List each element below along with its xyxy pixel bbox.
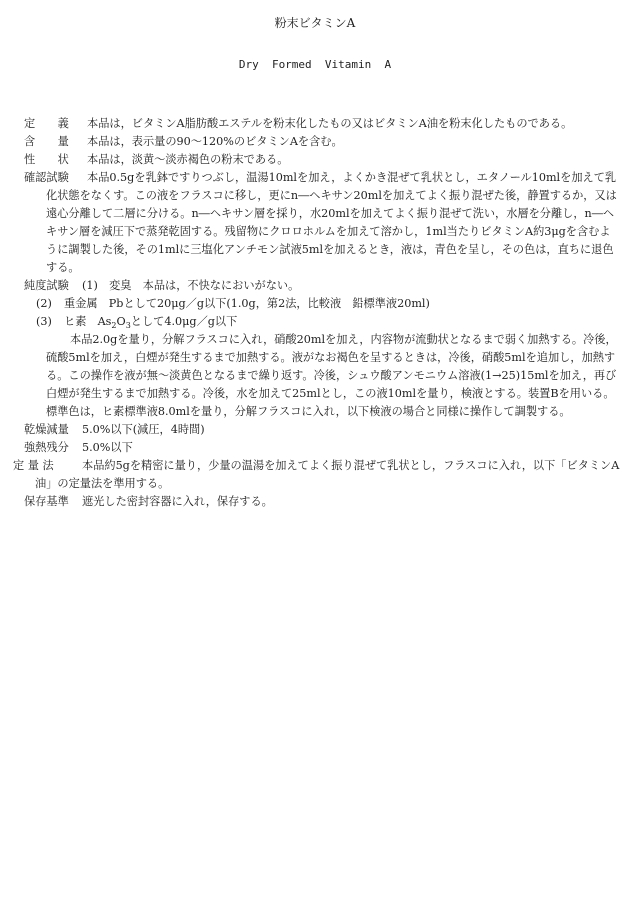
residue-label: 強熱残分 <box>24 441 69 454</box>
loss-on-drying-entry <box>24 421 620 439</box>
purity-item2-text: 重金属 Pbとして20μg／g以下(1.0g，第2法，比較液 鉛標準液20ml) <box>64 297 430 310</box>
definition-entry <box>24 115 620 133</box>
title-english: Dry Formed Vitamin A <box>238 58 392 71</box>
purity-item1-text: 変臭 本品は，不快なにおいがない。 <box>109 279 300 292</box>
assay-text: 本品約5gを精密に量り，少量の温湯を加えてよく振り混ぜて乳状とし，フラスコに入れ，以下「ビタミンA油」の定量法を準用する。 <box>35 459 620 490</box>
loss-on-drying-text: 5.0%以下(減圧，4時間) <box>82 423 205 436</box>
loss-on-drying-label: 乾燥減量 <box>24 423 69 436</box>
description-label: 性 状 <box>24 153 69 166</box>
purity-item3-limit: として4.0μg／g以下 <box>130 315 238 328</box>
content-text: 本品は，表示量の90～120%のビタミンAを含む。 <box>87 135 343 148</box>
content-entry <box>24 133 620 151</box>
definition-label: 定 義 <box>24 117 69 130</box>
description-entry <box>24 151 620 169</box>
residue-entry <box>24 439 620 457</box>
identification-text: 本品0.5gを乳鉢ですりつぶし，温湯10mlを加え，よくかき混ぜて乳状とし，エタノール10mlを加えて乳化状態をなくす。この液をフラスコに移し，更にn―ヘキサン20mlを加えてよく振り混ぜた後，静置するか，又は遠心分離して二層に分ける。n―ヘキサン層を採り，水20mlを加えてよく振り混ぜて洗い，水層を分離し，n―ヘキサン層を減圧下で蒸発乾固する。残留物にクロロホルムを加えて溶かし，1ml当たりビタミンA約3μgを含むように調製した後，その1mlに三塩化アンチモン試液5mlを加えるとき，液は，青色を呈し，その色は，直ちに退色する。 <box>46 171 617 274</box>
purity-label: 純度試験 <box>24 279 69 292</box>
assay-label: 定 量 法 <box>13 459 54 472</box>
identification-entry <box>24 169 620 277</box>
definition-text: 本品は，ビタミンA脂肪酸エステルを粉末化したもの又はビタミンA油を粉末化したものである。 <box>87 117 573 130</box>
purity-item1-number: (1) <box>82 279 98 292</box>
purity-item2-number: (2) <box>36 297 52 310</box>
residue-text: 5.0%以下 <box>82 441 133 454</box>
storage-text: 遮光した密封容器に入れ，保存する。 <box>82 495 273 508</box>
description-text: 本品は，淡黄～淡赤褐色の粉末である。 <box>87 153 289 166</box>
arsenic-formula: $As_2O_3$ <box>97 315 131 331</box>
arsenic-procedure: 本品2.0gを量り，分解フラスコに入れ，硝酸20mlを加え，内容物が流動状となるまで弱く加熱する。冷後，硫酸5mlを加え，白煙が発生するまで加熱する。液がなお褐色を呈するときは，冷後，硝酸5mlを追加し，加熱する。この操作を液が無～淡黄色となるまで繰り返す。冷後，シュウ酸アンモニウム溶液(1→25)15mlを加え，再び白煙が発生するまで加熱する。冷後，水を加えて25mlとし，この液10mlを量り，検液とする。装置Bを用いる。標準色は，ヒ素標準液8.0mlを量り，分解フラスコに入れ，以下検液の場合と同様に操作して調製する。 <box>46 333 617 418</box>
purity-item3-name: ヒ素 <box>64 315 87 328</box>
assay-entry <box>13 457 620 493</box>
purity-item2 <box>24 295 620 313</box>
storage-label: 保存基準 <box>24 495 69 508</box>
purity-item3-number: (3) <box>36 315 52 328</box>
identification-label: 確認試験 <box>24 171 69 184</box>
storage-entry <box>24 493 620 511</box>
title-japanese: 粉末ビタミンA <box>274 16 356 30</box>
purity-entry <box>24 277 620 295</box>
monograph-body <box>13 115 620 511</box>
purity-item3 <box>24 313 620 331</box>
content-label: 含 量 <box>24 135 69 148</box>
